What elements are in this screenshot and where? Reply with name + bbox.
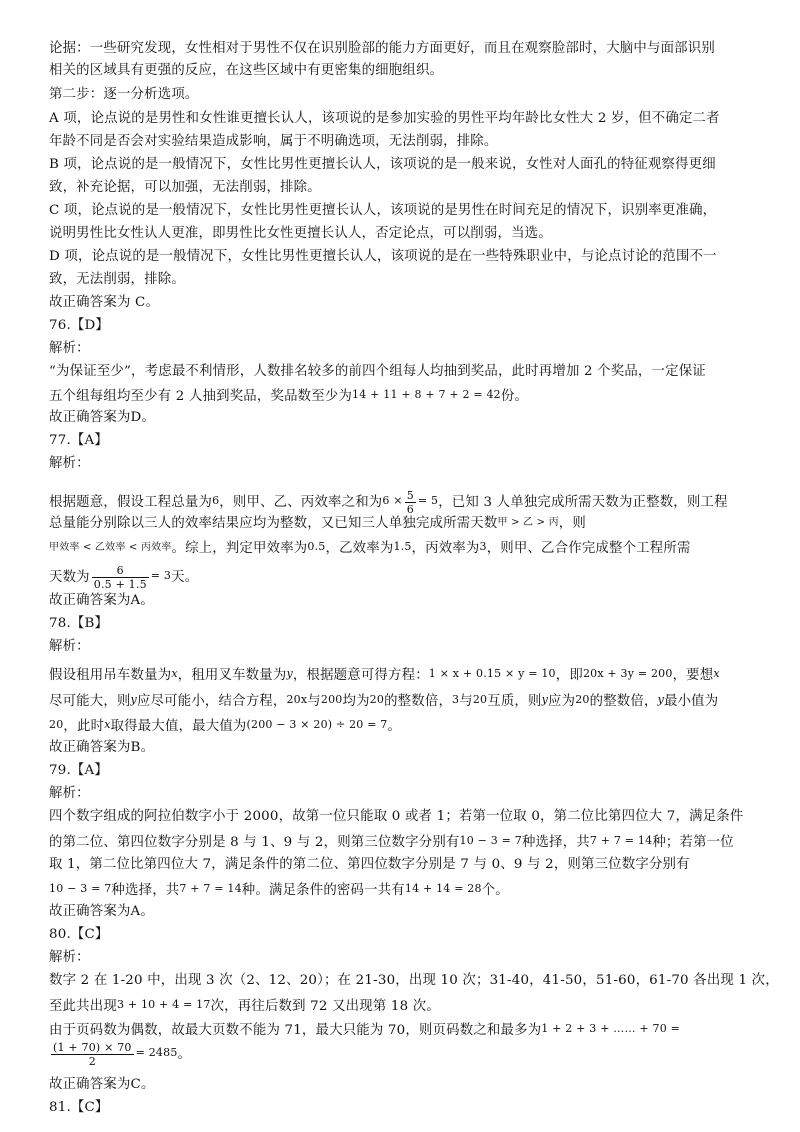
math-variable: y — [541, 693, 549, 706]
text-span: 的整数倍， — [589, 694, 658, 709]
math-variable: x — [104, 718, 111, 731]
math-variable: x — [713, 667, 720, 680]
math-variable: x — [171, 667, 178, 680]
text-line: D 项，论点说的是一般情况下，女性比男性更擅长认人，该项说的是在一些特殊职业中，与论点讨论的范围不一 — [49, 249, 717, 264]
text-span: ，则甲、乙、丙效率之和为 — [219, 495, 383, 510]
math-variable: y — [286, 667, 293, 680]
text-span: 。 — [177, 1047, 192, 1062]
text-line — [49, 512, 586, 535]
analysis-label: 解析： — [49, 786, 90, 801]
text-span: 。综上，判定甲效率为 — [171, 541, 308, 556]
text-span: 种选择，共 — [521, 835, 590, 850]
fraction-numerator: (1 + 70) × 70 — [53, 1041, 132, 1054]
text-span: ，即 — [555, 668, 583, 683]
text-span: 由于页码数为偶数，故最大页数不能为 71，最大只能为 70，则页码数之和最多为 — [49, 1023, 542, 1038]
text-line — [49, 994, 440, 1018]
math-expression: 1.5 — [393, 540, 412, 553]
answer-line: 故正确答案为C。 — [49, 1077, 155, 1092]
math-expression: 20x + 3y = 200 — [582, 667, 673, 680]
text-line: 年龄不同是否会对实验结果造成影响，属于不明确选项，无法削弱，排除。 — [49, 134, 498, 149]
answer-line: 故正确答案为A。 — [49, 904, 155, 919]
text-span: 份。 — [500, 389, 529, 404]
analysis-label: 解析： — [49, 456, 90, 471]
text-span: 应为 — [548, 694, 576, 709]
math-variable: y — [130, 693, 137, 706]
math-expression: 3 — [479, 540, 487, 553]
analysis-label: 解析： — [49, 341, 90, 356]
text-span: ，此时 — [63, 719, 105, 734]
fraction-denominator: 2 — [88, 1055, 96, 1068]
math-expression: 10 − 3 = 7 — [459, 834, 522, 847]
question-heading: 81.【C】 — [49, 1100, 109, 1115]
text-line: 说明男性比女性认人更准，即男性比女性更擅长认人，否定论点，可以削弱，当选。 — [49, 226, 552, 241]
text-span: ，已知 3 人单独完成所需天数为正整数，则工程 — [438, 495, 728, 510]
text-span: 个。 — [481, 883, 509, 898]
text-span: 的整数倍， — [384, 694, 453, 709]
text-span: 取得最大值，最大值为 — [110, 719, 247, 734]
text-span: 次，再往后数到 72 又出现第 18 次。 — [210, 999, 440, 1014]
question-heading: 78.【B】 — [49, 616, 109, 631]
text-span: 与 — [307, 694, 321, 709]
answer-line: 故正确答案为B。 — [49, 740, 155, 755]
text-line: 第二步：逐一分析选项。 — [49, 87, 199, 102]
text-line — [49, 1018, 680, 1042]
text-line — [49, 830, 734, 854]
text-span: ，要想 — [672, 668, 714, 683]
text-line: 相关的区域具有更强的反应，在这些区域中有更密集的细胞组织。 — [49, 63, 444, 78]
text-span: ，根据题意可得方程： — [292, 668, 429, 683]
text-span: 的第二位、第四位数字分别是 8 与 1、9 与 2，则第三位数字分别有 — [49, 835, 460, 850]
text-span: 根据题意，假设工程总量为 — [49, 495, 213, 510]
text-line — [49, 878, 509, 902]
text-span: 假设租用吊车数量为 — [49, 668, 172, 683]
text-span: 五个组每组均至少有 2 人抽到奖品，奖品数至少为 — [49, 389, 353, 404]
math-expression: 20 — [472, 693, 488, 706]
answer-line: 故正确答案为 C。 — [49, 295, 160, 310]
text-span: ，丙效率为 — [411, 541, 480, 556]
fraction-numerator: 5 — [406, 489, 414, 502]
fraction-denominator: 0.5 + 1.5 — [93, 578, 147, 591]
text-span: 种。满足条件的密码一共有 — [241, 883, 405, 898]
text-span: 应尽可能小，结合方程， — [136, 694, 287, 709]
text-line — [49, 536, 691, 560]
text-span: 总量能分别除以三人的效率结果应均为整数，又已知三人单独完成所需天数 — [49, 516, 498, 531]
question-heading: 76.【D】 — [49, 318, 110, 333]
math-expression: = 3 — [150, 569, 172, 582]
text-span: 均为 — [342, 694, 370, 709]
text-line — [49, 384, 528, 408]
text-line — [49, 663, 720, 687]
answer-line: 故正确答案为D。 — [49, 410, 156, 425]
text-span: 。 — [387, 719, 402, 734]
math-expression: 1 + 2 + 3 + …… + 70 = — [541, 1022, 681, 1035]
text-span: 种；若第一位 — [652, 835, 734, 850]
math-expression: 20 — [369, 693, 385, 706]
text-span: 天。 — [171, 570, 199, 585]
text-line: “为保证至少”，考虑最不利情形，人数排名较多的前四个组每人均抽到奖品，此时再增加 2 个奖品，一定保证 — [49, 364, 706, 379]
math-expression: 7 + 7 = 14 — [179, 882, 242, 895]
math-variable: y — [657, 693, 664, 706]
text-line: 致，补充论据，可以加强，无法削弱，排除。 — [49, 180, 321, 195]
fraction-denominator: 6 — [406, 503, 414, 516]
fraction-numerator: 6 — [92, 564, 149, 578]
math-expression: = 2485 — [135, 1046, 178, 1059]
text-line: 数字 2 在 1-20 中，出现 3 次（2、12、20）；在 21-30，出现 10 次；31-40，41-50，51-60，61-70 各出现 1 次， — [49, 973, 779, 988]
text-span: 尽可能大，则 — [49, 694, 131, 709]
text-span: ，则 — [558, 516, 586, 531]
text-span: ，租用叉车数量为 — [177, 668, 287, 683]
text-span: 最小值为 — [664, 694, 719, 709]
math-expression: 3 + 10 + 4 = 17 — [116, 998, 211, 1011]
question-heading: 79.【A】 — [49, 763, 108, 778]
math-expression: 200 — [320, 693, 343, 706]
text-line — [49, 689, 718, 713]
math-expression: 甲 > 乙 > 丙 — [497, 517, 559, 528]
math-expression: 6 × — [382, 494, 403, 507]
fraction — [51, 1041, 134, 1068]
fraction — [92, 564, 149, 591]
math-expression: 14 + 11 + 8 + 7 + 2 = 42 — [352, 388, 501, 401]
math-expression: 7 + 7 = 14 — [589, 834, 653, 847]
text-span: ，乙效率为 — [325, 541, 394, 556]
math-expression: 20x — [286, 693, 308, 706]
text-span: 与 — [459, 694, 473, 709]
question-heading: 77.【A】 — [49, 433, 108, 448]
text-span: 互质，则 — [487, 694, 542, 709]
text-line: C 项，论点说的是一般情况下，女性比男性更擅长认人，该项说的是男性在时间充足的情况下，识别率更准确， — [49, 203, 717, 218]
text-span: 至此共出现 — [49, 999, 117, 1014]
text-line: 四个数字组成的阿拉伯数字小于 2000，故第一位只能取 0 或者 1；若第一位取 0，第二位比第四位大 7，满足条件 — [49, 809, 744, 824]
math-expression: 0.5 — [307, 540, 326, 553]
math-expression: 1 × x + 0.15 × y = 10 — [428, 667, 556, 680]
text-line — [49, 564, 198, 591]
text-span: ，则甲、乙合作完成整个工程所需 — [486, 541, 691, 556]
text-line: 致，无法削弱，排除。 — [49, 272, 185, 287]
math-expression: 14 + 14 = 28 — [404, 882, 482, 895]
text-line: B 项，论点说的是一般情况下，女性比男性更擅长认人，该项说的是一般来说，女性对人面孔的特征观察得更细 — [49, 157, 716, 172]
math-expression: 20 — [49, 718, 64, 731]
text-line: 取 1，第二位比第四位大 7，满足条件的第二位、第四位数字分别是 7 与 0、9 与 2，则第三位数字分别有 — [49, 857, 690, 872]
math-expression: 甲效率 < 乙效率 < 丙效率 — [49, 542, 172, 553]
math-expression: 3 — [452, 693, 460, 706]
text-line — [49, 1041, 191, 1068]
analysis-label: 解析： — [49, 639, 90, 654]
math-expression: 20 — [575, 693, 590, 706]
math-expression: = 5 — [417, 494, 439, 507]
text-span: 天数为 — [49, 570, 90, 585]
text-span: 种选择，共 — [111, 883, 180, 898]
analysis-label: 解析： — [49, 950, 90, 965]
text-line: 论据：一些研究发现，女性相对于男性不仅在识别脸部的能力方面更好，而且在观察脸部时，大脑中与面部识别 — [49, 41, 715, 56]
text-line — [49, 714, 401, 738]
math-expression: 10 − 3 = 7 — [49, 882, 112, 895]
text-line: A 项，论点说的是男性和女性谁更擅长认人，该项说的是参加实验的男性平均年龄比女性大 2 岁，但不确定二者 — [49, 111, 720, 126]
math-expression: 6 — [212, 494, 220, 507]
answer-line: 故正确答案为A。 — [49, 593, 155, 608]
math-expression: (200 − 3 × 20) ÷ 20 = 7 — [246, 718, 388, 731]
question-heading: 80.【C】 — [49, 927, 109, 942]
